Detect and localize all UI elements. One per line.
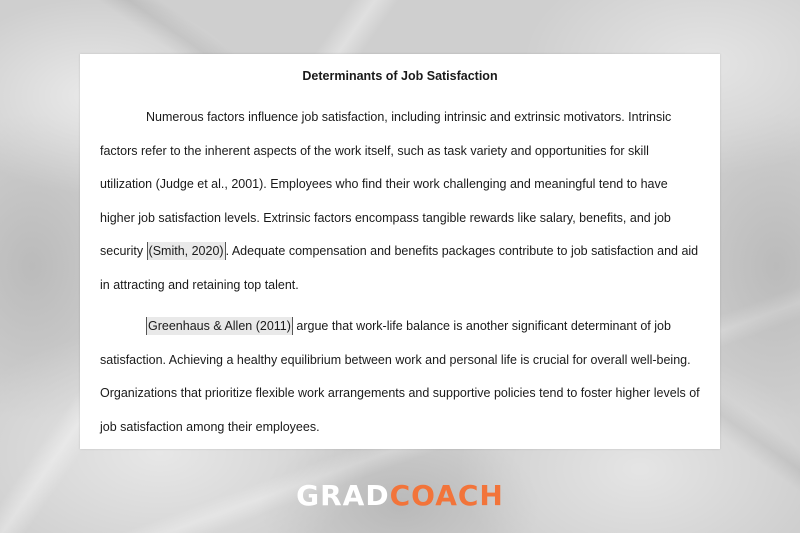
paragraph-intrinsic-extrinsic — [100, 101, 700, 302]
paragraph2-text: argue that work-life balance is another significant determinant of job satisfaction. Achieving a healthy equilibrium between work and personal life is crucial for overall well-being. Organizations that prioritize flexible work arrangements and supportive policies tend to foster higher levels of job satisfaction among their employees. — [100, 319, 700, 434]
highlighted-citation-smith: (Smith, 2020) — [148, 244, 224, 258]
document-title: Determinants of Job Satisfaction — [302, 69, 498, 83]
logo-coach-text: COACH — [389, 479, 504, 512]
highlighted-citation-greenhaus: Greenhaus & Allen (2011) — [148, 319, 291, 333]
document-page — [80, 54, 720, 449]
paragraph-work-life-balance — [100, 310, 700, 444]
paragraph1-text-end: . Adequate compensation and benefits packages contribute to job satisfaction and aid in attracting and retaining top talent. — [100, 244, 699, 292]
gradcoach-logo — [0, 478, 800, 514]
paragraph1-text-start: Numerous factors influence job satisfaction, including intrinsic and extrinsic motivators. Intrinsic factors refer to the inherent aspects of the work itself, such as task variety and opportunities for skill utilization (Judge et al., 2001). Employees who find their work challenging and meaningful tend to have higher job satisfaction levels. Extrinsic factors encompass tangible rewards like salary, benefits, and job security — [100, 110, 672, 258]
logo-grad-text: GRAD — [296, 479, 390, 512]
